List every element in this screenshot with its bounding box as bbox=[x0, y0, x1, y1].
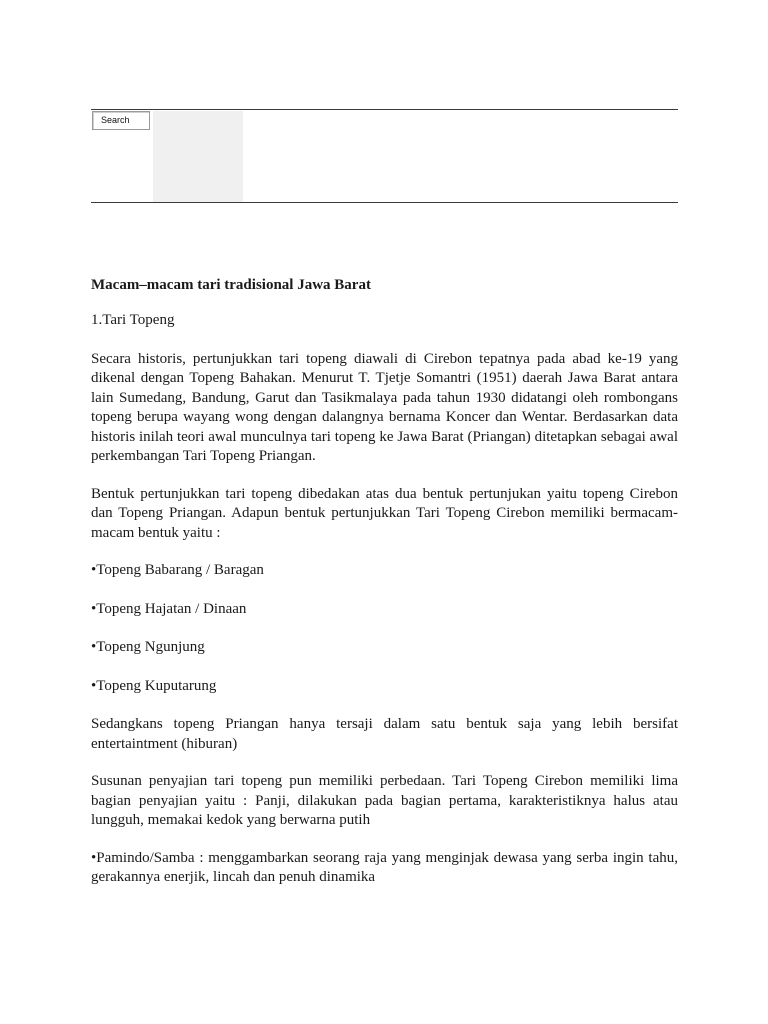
paragraph-forms: Bentuk pertunjukkan tari topeng dibedakan atas dua bentuk pertunjukan yaitu topeng Cirebon dan Topeng Priangan. Adapun bentuk pertunjukkan Tari Topeng Cirebon memiliki bermacam-macam bentuk yaitu : bbox=[91, 485, 678, 541]
list-item: •Topeng Kuputarung bbox=[91, 677, 217, 694]
paragraph-priangan: Sedangkans topeng Priangan hanya tersaji dalam satu bentuk saja yang lebih bersifat entertaintment (hiburan) bbox=[91, 716, 678, 752]
list-item: •Topeng Babarang / Baragan bbox=[91, 562, 264, 578]
paragraph-structure: Susunan penyajian tari topeng pun memiliki perbedaan. Tari Topeng Cirebon memiliki lima bagian penyajian yaitu : Panji, dilakukan pada bagian pertama, karakteristiknya halus atau lungguh, memakai kedok yang berwarna putih bbox=[91, 773, 678, 828]
search-label: Search bbox=[101, 115, 130, 125]
ad-panel bbox=[153, 111, 243, 202]
top-divider bbox=[91, 109, 678, 110]
search-button[interactable] bbox=[92, 111, 150, 130]
list-item: •Topeng Ngunjung bbox=[91, 639, 205, 655]
paragraph-pamindo: •Pamindo/Samba : menggambarkan seorang raja yang menginjak dewasa yang serba ingin tahu, gerakannya enerjik, lincah dan penuh dinamika bbox=[91, 849, 678, 885]
document-title: Macam–macam tari tradisional Jawa Barat bbox=[91, 277, 371, 293]
section-heading: 1.Tari Topeng bbox=[91, 312, 175, 328]
document-body bbox=[91, 276, 678, 906]
bottom-divider bbox=[91, 202, 678, 203]
paragraph-history: Secara historis, pertunjukkan tari topeng diawali di Cirebon tepatnya pada abad ke-19 yang dikenal dengan Topeng Bahakan. Menurut T. Tjetje Somantri (1951) daerah Jawa Barat antara lain Sumedang, Bandung, Garut dan Tasikmalaya pada tahun 1930 didatangi oleh rombongans topeng berupa wayang wong dengan dalangnya bernama Koncer dan Wentar. Berdasarkan data historis inilah teori awal munculnya tari topeng ke Jawa Barat (Priangan) ditetapkan sebagai awal perkembangan Tari Topeng Priangan. bbox=[91, 350, 678, 464]
list-item: •Topeng Hajatan / Dinaan bbox=[91, 600, 247, 617]
